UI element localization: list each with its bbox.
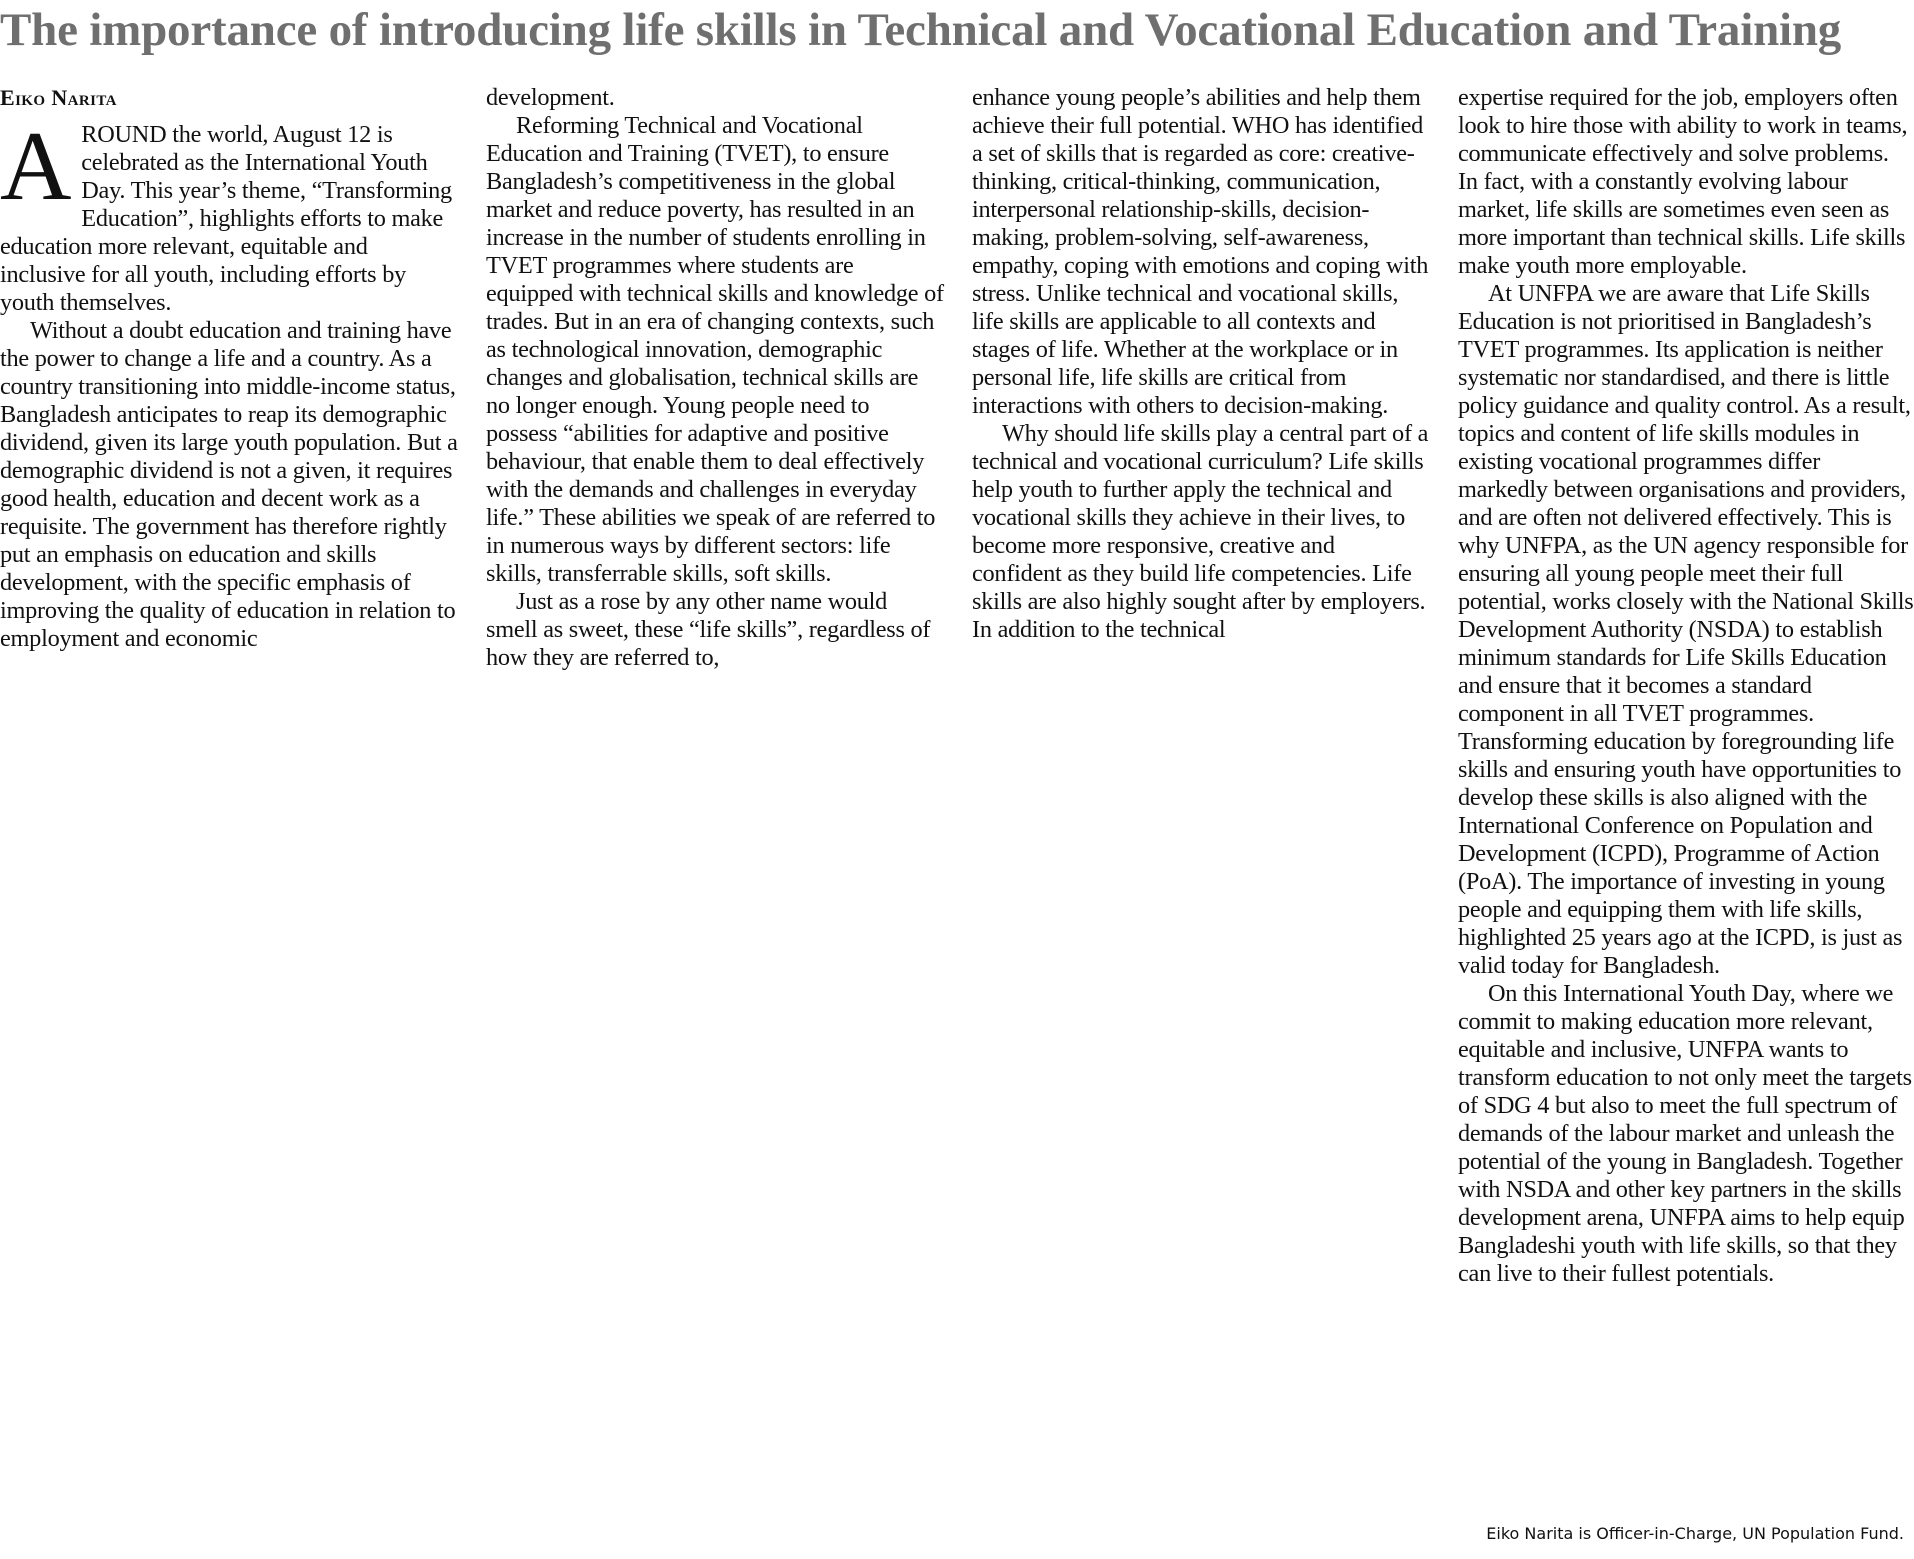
text-column-3: [972, 84, 1430, 644]
body-paragraph-4-continued: enhance young people’s abilities and help them achieve their full potential. WHO has identified a set of skills that is regarded as core: creative-thinking, critical-thinking, communication, interpersonal relationship-skills, decision-making, problem-solving, self-awareness, empathy, coping with emotions and coping with stress. Unlike technical and vocational skills, life skills are applicable to all contexts and stages of life. Whether at the workplace or in personal life, life skills are critical from interactions with others to decision-making.: [972, 84, 1429, 419]
body-paragraph-2: Without a doubt education and training have the power to change a life and a country. As a country transitioning into middle-income status, Bangladesh anticipates to reap its demographic dividend, given its large youth population. But a demographic dividend is not a given, it requires good health, education and decent work as a requisite. The government has therefore rightly put an emphasis on education and skills development, with the specific emphasis of improving the quality of education in relation to employment and economic: [0, 317, 458, 652]
body-paragraph-7: On this International Youth Day, where we commit to making education more relevant, equitable and inclusive, UNFPA wants to transform education to not only meet the targets of SDG 4 but also to meet the full spectrum of demands of the labour market and unleash the potential of the young in Bangladesh. Together with NSDA and other key partners in the skills development arena, UNFPA aims to help equip Bangladeshi youth with life skills, so that they can live to their fullest potentials.: [1458, 980, 1912, 1287]
article-headline: The importance of introducing life skills in Technical and Vocational Education and Training: [0, 4, 1842, 56]
body-paragraph-3: Reforming Technical and Vocational Education and Training (TVET), to ensure Bangladesh’s competitiveness in the global market and reduce poverty, has resulted in an increase in the number of students enrolling in TVET programmes where students are equipped with technical skills and knowledge of trades. But in an era of changing contexts, such as technological innovation, demographic changes and globalisation, technical skills are no longer enough. Young people need to possess “abilities for adaptive and positive behaviour, that enable them to deal effectively with the demands and challenges in everyday life.” These abilities we speak of are referred to in numerous ways by different sectors: life skills, transferrable skills, soft skills.: [486, 112, 944, 587]
body-paragraph-5: Why should life skills play a central part of a technical and vocational curriculum? Life skills help youth to further apply the technical and vocational skills they achieve in their lives, to become more responsive, creative and confident as they build life competencies. Life skills are also highly sought after by employers. In addition to the technical: [972, 420, 1429, 643]
body-paragraph-4: Just as a rose by any other name would smell as sweet, these “life skills”, regardless of how they are referred to,: [486, 588, 931, 671]
drop-cap: A: [0, 112, 72, 221]
lead-paragraph: [0, 112, 458, 317]
lead-paragraph-text: ROUND the world, August 12 is celebrated as the International Youth Day. This year’s theme, “Transforming Education”, highlights efforts to make education more relevant, equitable and inclusive for all youth, including efforts by youth themselves.: [0, 121, 452, 316]
author-byline: Eiko Narita: [0, 85, 117, 110]
text-column-1: [0, 84, 458, 653]
text-column-4: [1458, 84, 1914, 1288]
text-column-2: [486, 84, 944, 672]
body-paragraph-2-continued: development.: [486, 84, 615, 111]
author-footnote: Eiko Narita is Officer-in-Charge, UN Population Fund.: [1486, 1524, 1904, 1543]
body-paragraph-5-continued: expertise required for the job, employers often look to hire those with ability to work in teams, communicate effectively and solve problems. In fact, with a constantly evolving labour market, life skills are sometimes even seen as more important than technical skills. Life skills make youth more employable.: [1458, 84, 1908, 279]
body-paragraph-6: At UNFPA we are aware that Life Skills Education is not prioritised in Bangladesh’s TVET programmes. Its application is neither systematic nor standardised, and there is little policy guidance and quality control. As a result, topics and content of life skills modules in existing vocational programmes differ markedly between organisations and providers, and are often not delivered effectively. This is why UNFPA, as the UN agency responsible for ensuring all young people meet their full potential, works closely with the National Skills Development Authority (NSDA) to establish minimum standards for Life Skills Education and ensure that it becomes a standard component in all TVET programmes. Transforming education by foregrounding life skills and ensuring youth have opportunities to develop these skills is also aligned with the International Conference on Population and Development (ICPD), Programme of Action (PoA). The importance of investing in young people and equipping them with life skills, highlighted 25 years ago at the ICPD, is just as valid today for Bangladesh.: [1458, 280, 1914, 979]
